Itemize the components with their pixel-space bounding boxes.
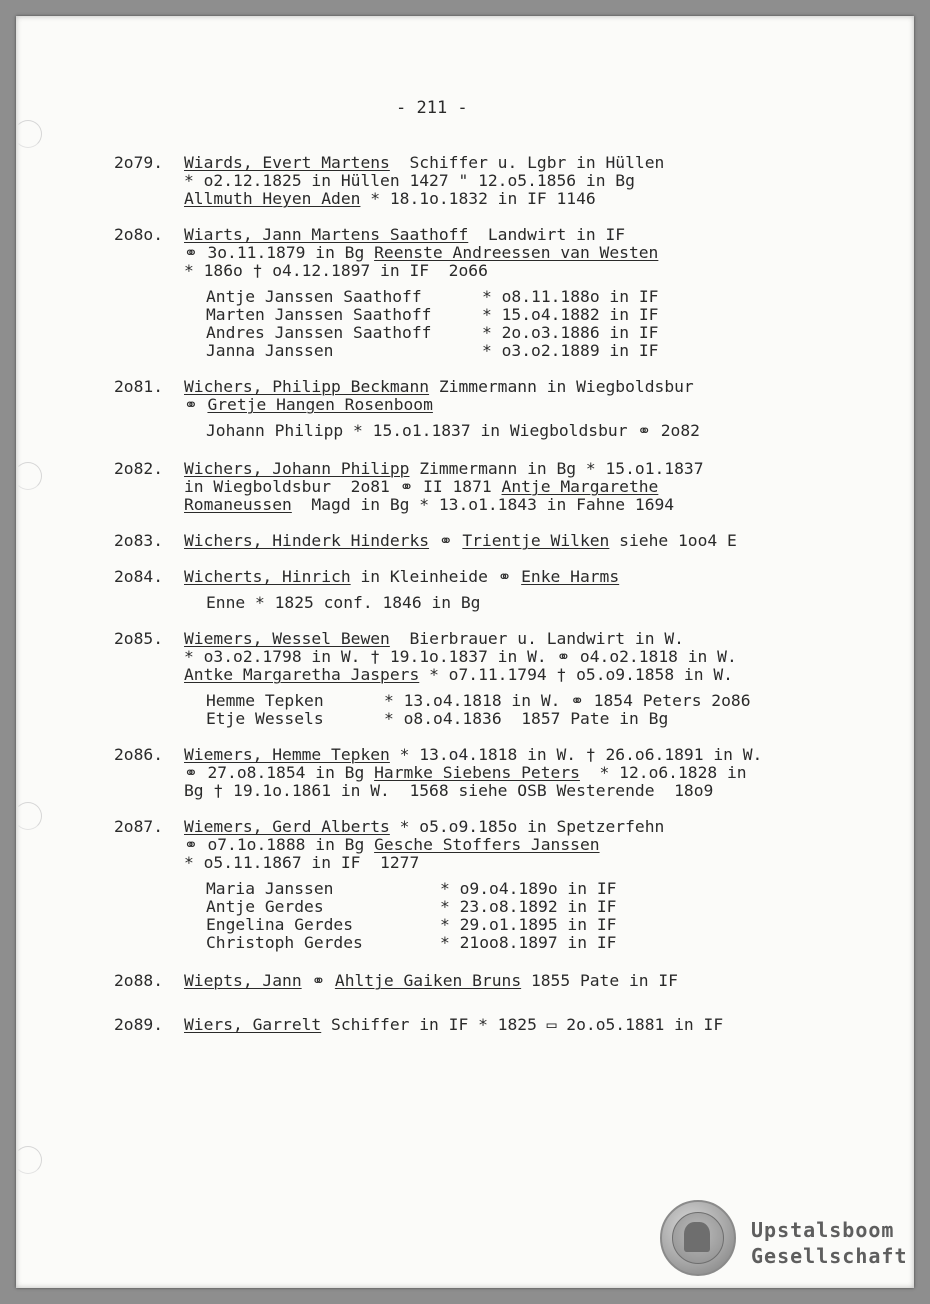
document-page [16,16,914,1288]
child-row [184,324,864,342]
entry-line [184,244,864,262]
entry-text: * 186o † o4.12.1897 in IF 2o66 [184,261,488,280]
child-row [184,342,864,360]
entry-number: 2o85. [114,629,164,648]
child-date: * 23.o8.1892 in IF [440,897,617,916]
entry-text: ⚭ 3o.11.1879 in Bg [184,243,375,262]
entry-number: 2o79. [114,153,164,172]
entry-line [184,460,864,478]
entry-line [184,478,864,496]
entry-text: * o2.12.1825 in Hüllen 1427 " 12.o5.1856 in Bg [184,171,635,190]
punch-hole-mark [14,1146,42,1174]
person-name: Wiemers, Hemme Tepken [184,745,390,764]
entry-number: 2o81. [114,377,164,396]
entry-line [184,666,864,684]
entry-text: ⚭ 27.o8.1854 in Bg [184,763,375,782]
entry-text: * 12.o6.1828 in [579,763,747,782]
entry-body [184,378,864,440]
entry-line [184,568,864,586]
child-row [184,880,864,898]
entry-line [184,226,864,244]
entry-body [184,568,864,612]
entry-body [184,532,864,550]
entry-text: Bg † 19.1o.1861 in W. 1568 siehe OSB Westerende 18o9 [184,781,714,800]
entry-text: * 18.1o.1832 in IF 1146 [360,189,596,208]
entry-text: ⚭ [429,531,463,550]
page-number: - 211 - [396,98,468,118]
entry-line [184,854,864,872]
entry-line [184,782,864,800]
child-date: * 13.o4.1818 in W. ⚭ 1854 Peters 2o86 [384,691,751,710]
child-name: Marten Janssen Saathoff [206,305,432,324]
entry-number: 2o83. [114,531,164,550]
entry-text: Zimmermann in Wiegboldsbur [429,377,694,396]
person-name: Romaneussen [184,495,292,514]
child-date: * 21oo8.1897 in IF [440,933,617,952]
entry-text: 1855 Pate in IF [521,971,678,990]
entry-line [184,496,864,514]
punch-hole-mark [14,802,42,830]
child-row: Enne * 1825 conf. 1846 in Bg [206,593,481,612]
entry-number: 2o89. [114,1015,164,1034]
person-name: Enke Harms [521,567,620,586]
entry-line [184,262,864,280]
entry-number: 2o88. [114,971,164,990]
entry-body [184,460,864,514]
entry-line [184,1016,864,1034]
child-name: Hemme Tepken [206,691,324,710]
entry-text: Schiffer u. Lgbr in Hüllen [389,153,665,172]
entry-line [184,190,864,208]
child-date: * 15.o4.1882 in IF [482,305,659,324]
entry-line [184,764,864,782]
entry-text: Schiffer in IF * 1825 ▭ 2o.o5.1881 in IF [321,1015,724,1034]
child-row [184,306,864,324]
person-name: Wichers, Johann Philipp [184,459,410,478]
entry-body [184,630,864,728]
entry-line [184,818,864,836]
child-row [184,916,864,934]
punch-hole-mark [14,120,42,148]
entry-number: 2o8o. [114,225,164,244]
entry-line [184,154,864,172]
person-name: Wiemers, Gerd Alberts [184,817,390,836]
entry-body [184,746,864,800]
entry-number: 2o87. [114,817,164,836]
person-name: Allmuth Heyen Aden [184,189,361,208]
entry-number: 2o84. [114,567,164,586]
child-name: Janna Janssen [206,341,334,360]
entry-line [184,746,864,764]
person-name: Wiers, Garrelt [184,1015,322,1034]
entry-body [184,972,864,990]
person-name: Wicherts, Hinrich [184,567,351,586]
person-name: Trientje Wilken [462,531,610,550]
entry-text: ⚭ o7.1o.1888 in Bg [184,835,375,854]
person-name: Gretje Hangen Rosenboom [207,395,433,414]
person-name: Antje Margarethe [501,477,659,496]
person-name: Antke Margaretha Jaspers [184,665,420,684]
entry-line [184,972,864,990]
entry-line [184,532,864,550]
entry-text: * o7.11.1794 † o5.o9.1858 in W. [419,665,733,684]
entry-number: 2o86. [114,745,164,764]
entry-text: ⚭ [184,395,208,414]
entry-text: Magd in Bg * 13.o1.1843 in Fahne 1694 [291,495,675,514]
child-row [184,692,864,710]
entry-body [184,226,864,360]
entry-text: Bierbrauer u. Landwirt in W. [389,629,684,648]
child-date: * o3.o2.1889 in IF [482,341,659,360]
entry-line [184,396,864,414]
child-name: Antje Gerdes [206,897,324,916]
child-date: * o9.o4.189o in IF [440,879,617,898]
child-row: Johann Philipp * 15.o1.1837 in Wiegboldsbur ⚭ 2o82 [206,421,700,440]
child-row [184,934,864,952]
child-date: * 29.o1.1895 in IF [440,915,617,934]
entry-body [184,154,864,208]
seal-figure [684,1222,710,1252]
child-name: Christoph Gerdes [206,933,363,952]
entry-line [184,836,864,854]
child-name: Etje Wessels [206,709,324,728]
child-name: Andres Janssen Saathoff [206,323,432,342]
entry-text: * o5.11.1867 in IF 1277 [184,853,420,872]
person-name: Ahltje Gaiken Bruns [334,971,522,990]
child-name: Antje Janssen Saathoff [206,287,422,306]
person-name: Wiarts, Jann Martens Saathoff [184,225,469,244]
entry-text: Zimmermann in Bg * 15.o1.1837 [409,459,704,478]
entry-line [184,378,864,396]
entry-line [184,172,864,190]
entry-line [184,648,864,666]
person-name: Wichers, Hinderk Hinderks [184,531,430,550]
entry-text: Landwirt in IF [468,225,626,244]
person-name: Wiepts, Jann [184,971,302,990]
punch-hole-mark [14,462,42,490]
seal-logo [660,1200,736,1276]
entry-number: 2o82. [114,459,164,478]
person-name: Reenste Andreessen van Westen [374,243,659,262]
child-row [184,710,864,728]
child-date: * 2o.o3.1886 in IF [482,323,659,342]
brand-line-1: Upstalsboom [751,1218,895,1242]
entry-body [184,818,864,952]
person-name: Wiemers, Wessel Bewen [184,629,390,648]
entry-text: ⚭ [301,971,335,990]
person-name: Harmke Siebens Peters [374,763,580,782]
entry-text: * o5.o9.185o in Spetzerfehn [389,817,665,836]
entry-body [184,1016,864,1034]
child-name: Engelina Gerdes [206,915,354,934]
entry-text: in Wiegboldsbur 2o81 ⚭ II 1871 [184,477,502,496]
person-name: Gesche Stoffers Janssen [374,835,600,854]
person-name: Wiards, Evert Martens [184,153,390,172]
child-date: * o8.11.188o in IF [482,287,659,306]
child-row [184,898,864,916]
child-date: * o8.o4.1836 1857 Pate in Bg [384,709,669,728]
person-name: Wichers, Philipp Beckmann [184,377,430,396]
child-name: Maria Janssen [206,879,334,898]
entry-text: * o3.o2.1798 in W. † 19.1o.1837 in W. ⚭ o4.o2.1818 in W. [184,647,737,666]
entry-text: siehe 1oo4 E [609,531,737,550]
brand-line-2: Gesellschaft [751,1244,908,1268]
entry-line [184,630,864,648]
entry-text: in Kleinheide ⚭ [350,567,522,586]
entry-text: * 13.o4.1818 in W. † 26.o6.1891 in W. [389,745,763,764]
child-row [184,288,864,306]
